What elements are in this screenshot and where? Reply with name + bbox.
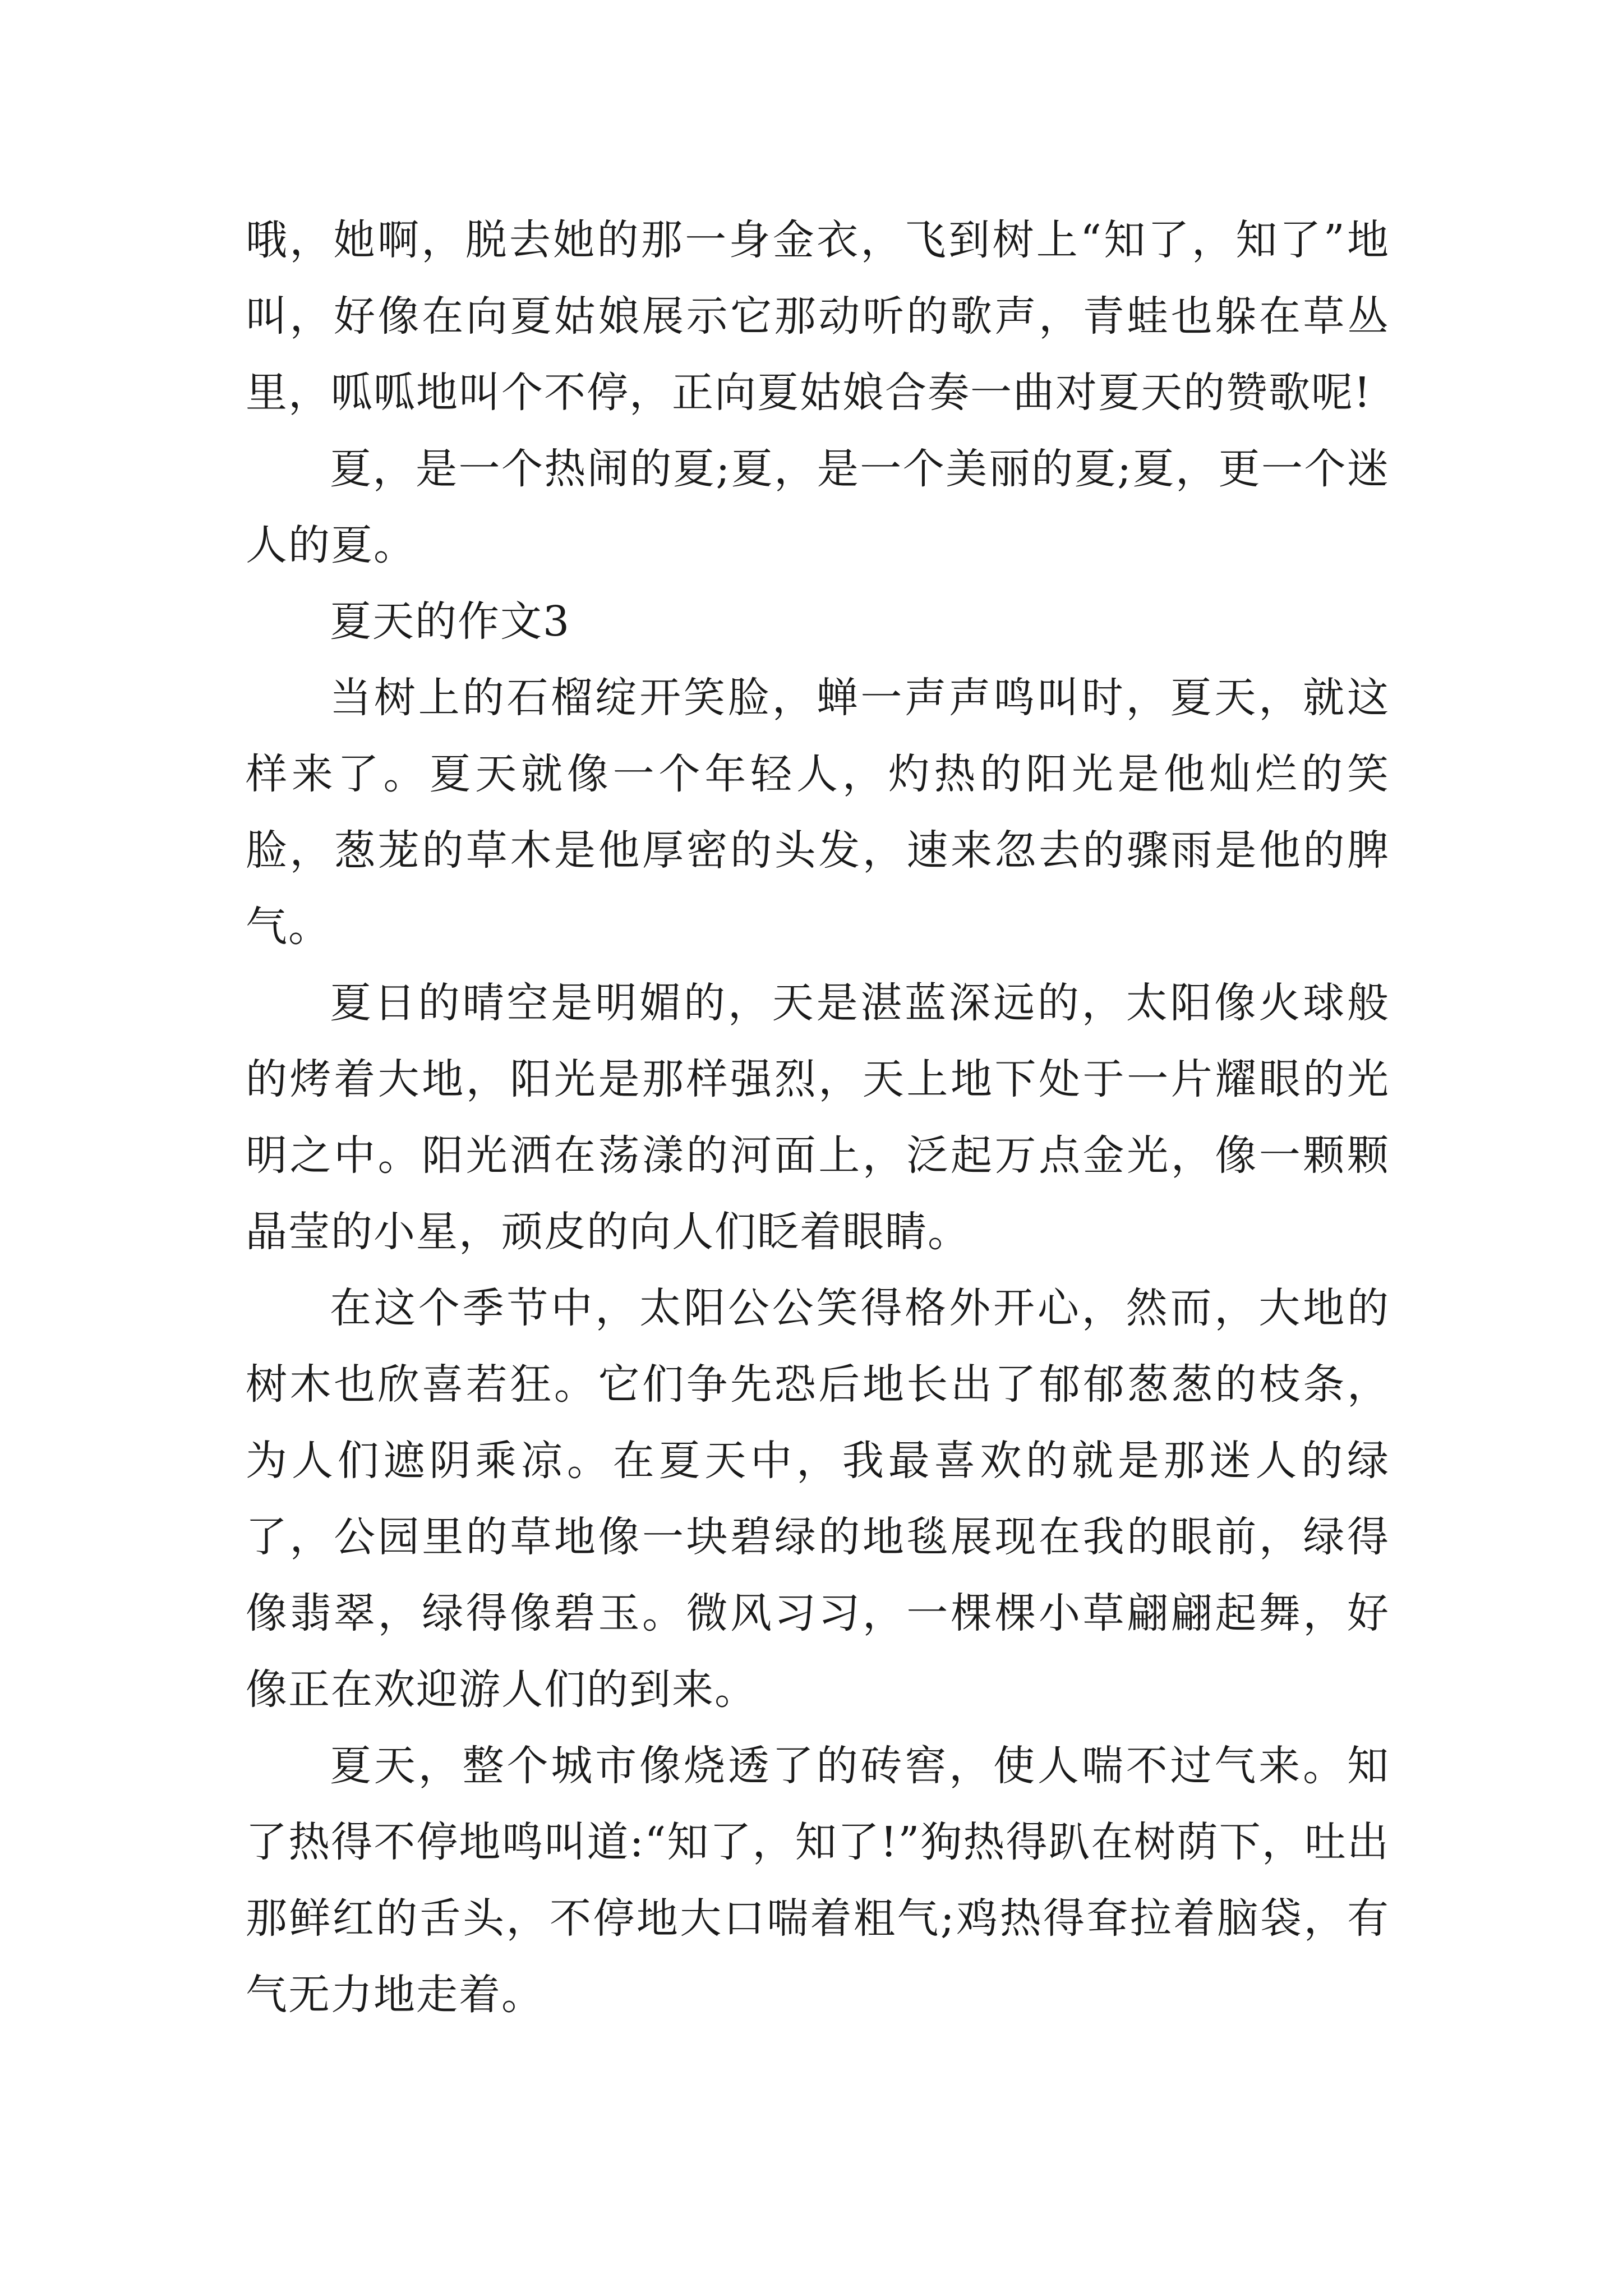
paragraph-sky: 夏日的晴空是明媚的，天是湛蓝深远的，太阳像火球般的烤着大地，阳光是那样强烈，天上地下处于一片耀眼的光明之中。阳光洒在荡漾的河面上，泛起万点金光，像一颗颗晶莹的小星，顽皮的向人们眨着眼睛。 <box>246 979 1390 1256</box>
essay-heading: 夏天的作文3 <box>330 597 571 646</box>
paragraph-continued: 哦，她啊，脱去她的那一身金衣，飞到树上“知了，知了”地叫，好像在向夏姑娘展示它那动听的歌声，青蛙也躲在草丛里，呱呱地叫个不停，正向夏姑娘合奏一曲对夏天的赞歌呢! <box>246 216 1390 417</box>
paragraph-summary: 夏，是一个热闹的夏;夏，是一个美丽的夏;夏，更一个迷人的夏。 <box>246 445 1390 569</box>
paragraph-heat: 夏天，整个城市像烧透了的砖窖，使人喘不过气来。知了热得不停地鸣叫道:“知了，知了!”狗热得趴在树荫下，吐出那鲜红的舌头，不停地大口喘着粗气;鸡热得耷拉着脑袋，有气无力地走着。 <box>246 1742 1390 2019</box>
paragraph-intro: 当树上的石榴绽开笑脸，蝉一声声鸣叫时，夏天，就这样来了。夏天就像一个年轻人，灼热的阳光是他灿烂的笑脸，葱茏的草木是他厚密的头发，速来忽去的骤雨是他的脾气。 <box>246 674 1390 951</box>
paragraph-green: 在这个季节中，太阳公公笑得格外开心，然而，大地的树木也欣喜若狂。它们争先恐后地长出了郁郁葱葱的枝条，为人们遮阴乘凉。在夏天中，我最喜欢的就是那迷人的绿了，公园里的草地像一块碧绿的地毯展现在我的眼前，绿得像翡翠，绿得像碧玉。微风习习，一棵棵小草翩翩起舞，好像正在欢迎游人们的到来。 <box>246 1284 1390 1714</box>
document-body <box>246 202 1390 2033</box>
